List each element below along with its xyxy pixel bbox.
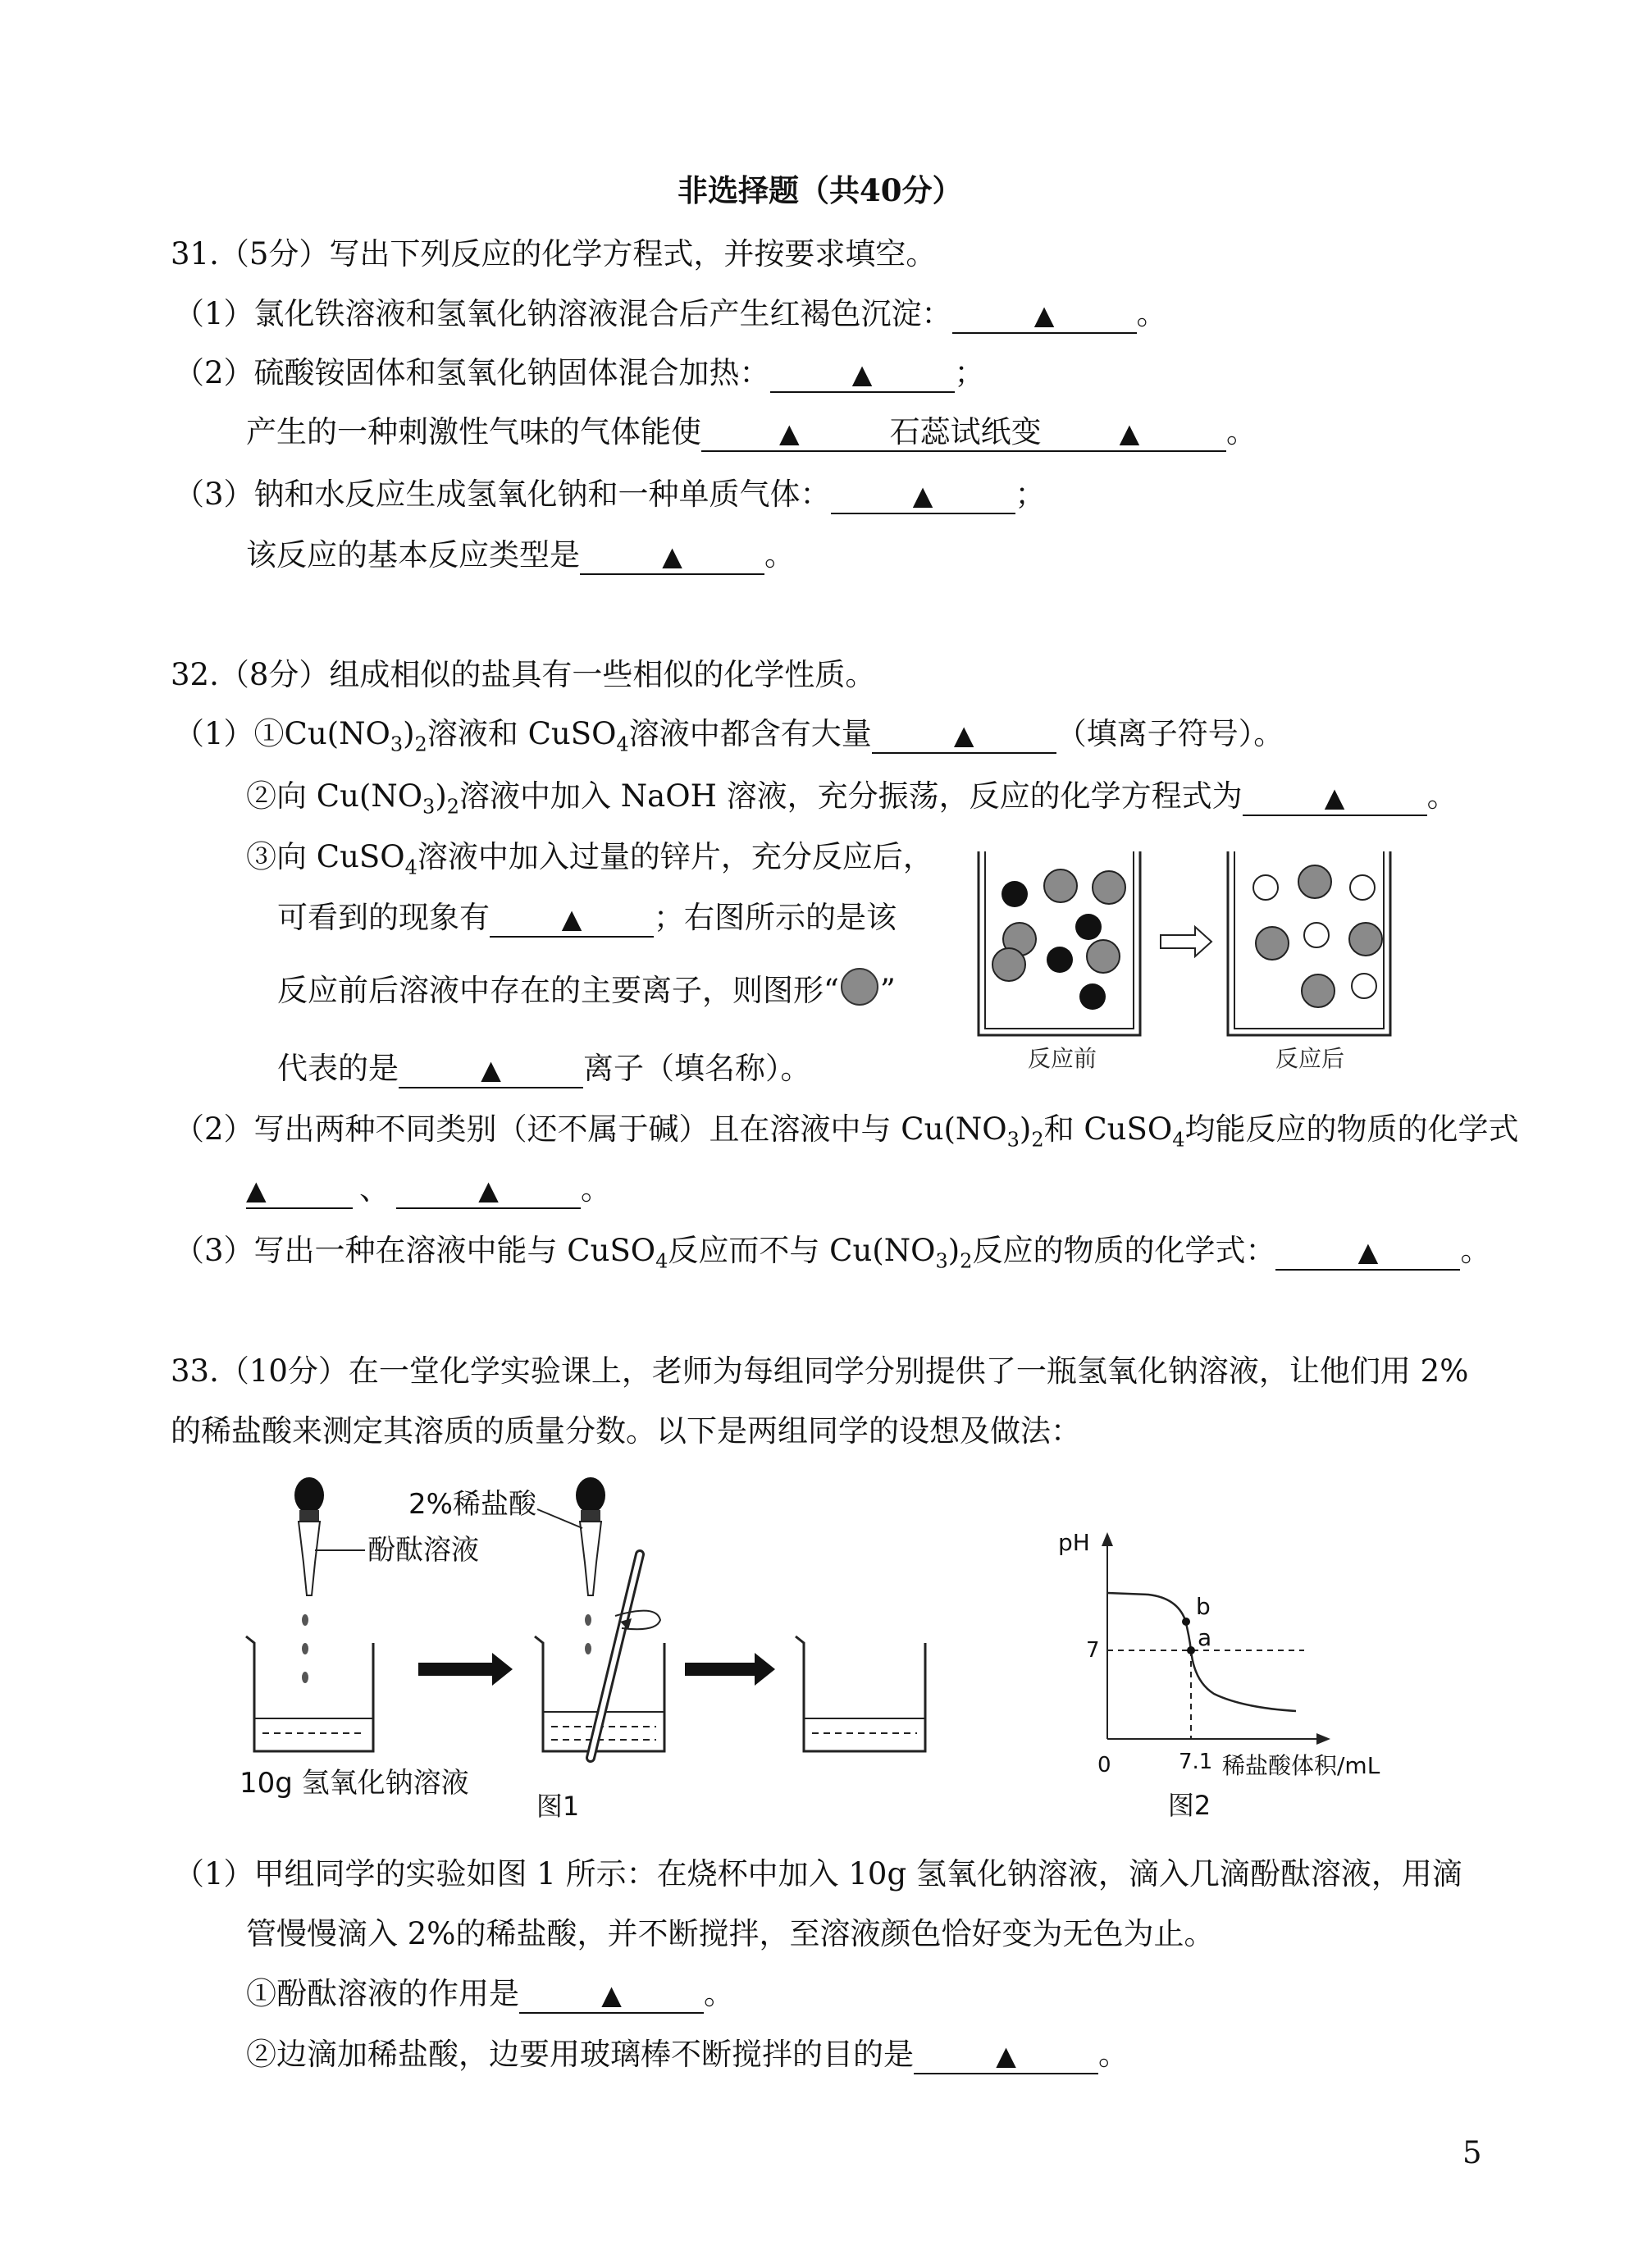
q32-text: ②向 Cu(NO xyxy=(246,778,423,814)
point-b-label: b xyxy=(1196,1593,1211,1620)
q31-part2-text: （2）硫酸铵固体和氢氧化钠固体混合加热： xyxy=(174,355,770,390)
q32-text: 可看到的现象有 xyxy=(277,900,490,935)
ion-gray xyxy=(1302,974,1335,1007)
q32-part1e xyxy=(277,968,896,1011)
q32-text: ) xyxy=(1019,1111,1032,1147)
q33-part1-line1: （1）甲组同学的实验如图 1 所示：在烧杯中加入 10g 氢氧化钠溶液，滴入几滴酚酞溶液，用滴 xyxy=(174,1856,1462,1892)
ion-gray xyxy=(1256,927,1289,960)
q32-text: ” xyxy=(879,973,896,1008)
answer-mark: ▲ xyxy=(1033,299,1055,331)
ion-reaction-figure xyxy=(972,845,1431,1075)
q32-stem: 32.（8分）组成相似的盐具有一些相似的化学性质。 xyxy=(171,657,876,692)
q32-text: 溶液中都含有大量 xyxy=(628,716,872,751)
section-title: 非选择题（共40分） xyxy=(678,172,963,208)
answer-blank[interactable] xyxy=(1275,1233,1460,1271)
subscript: 2 xyxy=(446,795,460,819)
subscript: 4 xyxy=(1172,1128,1185,1152)
q32-text: ③向 CuSO xyxy=(246,839,405,874)
answer-mark: ▲ xyxy=(662,541,682,572)
q33-part1-q1 xyxy=(246,1974,734,2015)
q32-part1f xyxy=(277,1048,811,1089)
point-b xyxy=(1182,1618,1190,1626)
q31-part2b-text: 产生的一种刺激性气味的气体能使 xyxy=(246,414,701,449)
punct: 。 xyxy=(1460,1233,1491,1268)
q33-stem-line1: 33.（10分）在一堂化学实验课上，老师为每组同学分别提供了一瓶氢氧化钠溶液，让他们用 2% xyxy=(171,1353,1469,1389)
answer-mark: ▲ xyxy=(912,480,933,511)
ion-gray xyxy=(992,948,1025,981)
label-after: 反应后 xyxy=(1275,1045,1345,1072)
subscript: 3 xyxy=(935,1249,948,1273)
answer-mark: ▲ xyxy=(1357,1236,1379,1267)
q32-part2b xyxy=(246,1169,611,1210)
q31-part3b-text: 该反应的基本反应类型是 xyxy=(246,537,580,573)
punct: 。 xyxy=(1426,778,1458,814)
q31-stem: 31.（5分）写出下列反应的化学方程式，并按要求填空。 xyxy=(171,236,937,272)
origin-label: 0 xyxy=(1097,1753,1111,1777)
q33-part1-line2: 管慢慢滴入 2%的稀盐酸，并不断搅拌，至溶液颜色恰好变为无色为止。 xyxy=(246,1916,1215,1951)
answer-mark: ▲ xyxy=(246,1175,267,1206)
ion-black xyxy=(1047,947,1073,973)
figure-2-ph-curve xyxy=(1050,1526,1411,1821)
answer-blank[interactable] xyxy=(580,537,764,575)
ion-white xyxy=(1350,875,1375,900)
answer-blank[interactable] xyxy=(872,716,1056,754)
answer-blank[interactable] xyxy=(396,1171,581,1209)
q32-part2 xyxy=(174,1109,1518,1150)
subscript: 2 xyxy=(960,1249,973,1273)
punct: 。 xyxy=(704,1976,734,2011)
q32-text: 代表的是 xyxy=(277,1051,399,1086)
q32-text: （填离子符号）。 xyxy=(1056,716,1284,751)
subscript: 2 xyxy=(414,732,427,756)
answer-blank[interactable] xyxy=(914,2037,1098,2074)
figure-2-caption: 图2 xyxy=(1167,1790,1211,1821)
answer-mark: ▲ xyxy=(561,903,582,934)
q32-text: （3）写出一种在溶液中能与 CuSO xyxy=(174,1233,656,1268)
q31-part2b-mid: 石蕊试纸变 xyxy=(889,414,1042,449)
answer-mark: ▲ xyxy=(851,358,873,390)
q32-text: 溶液中加入 NaOH 溶液，充分振荡，反应的化学方程式为 xyxy=(459,778,1243,814)
q32-part1a xyxy=(174,714,1284,755)
label-before: 反应前 xyxy=(1027,1045,1097,1072)
punct: 。 xyxy=(1226,414,1257,449)
ion-gray xyxy=(1298,865,1331,898)
punct: ； xyxy=(954,355,985,390)
figure-1-caption: 图1 xyxy=(536,1791,580,1822)
answer-blank[interactable] xyxy=(246,1171,353,1209)
q32-part1b xyxy=(246,776,1458,817)
answer-mark: ▲ xyxy=(953,719,974,751)
subscript: 3 xyxy=(1006,1128,1020,1152)
q33-text: ②边滴加稀盐酸，边要用玻璃棒不断搅拌的目的是 xyxy=(246,2037,914,2072)
q32-text: ) xyxy=(403,716,415,751)
x-axis-label: 稀盐酸体积/mL xyxy=(1222,1752,1380,1779)
point-a-label: a xyxy=(1198,1624,1212,1651)
answer-blank[interactable] xyxy=(519,1976,704,2014)
answer-mark: ▲ xyxy=(601,1979,622,2010)
q32-text: （2）写出两种不同类别（还不属于碱）且在溶液中与 Cu(NO xyxy=(174,1111,1007,1147)
ion-white xyxy=(1253,875,1278,900)
answer-blank[interactable] xyxy=(831,477,1015,514)
q31-part3-text: （3）钠和水反应生成氢氧化钠和一种单质气体： xyxy=(174,477,831,512)
q31-part3 xyxy=(174,474,1046,515)
q32-part1d xyxy=(277,897,897,938)
q32-text: 离子（填名称）。 xyxy=(583,1051,811,1086)
q32-text: ) xyxy=(435,778,447,814)
subscript: 2 xyxy=(1031,1128,1044,1152)
label-phenolphthalein: 酚酞溶液 xyxy=(367,1534,479,1567)
label-acid: 2%稀盐酸 xyxy=(408,1488,536,1521)
ion-white xyxy=(1304,923,1329,947)
answer-mark: ▲ xyxy=(779,418,800,449)
subscript: 4 xyxy=(404,856,417,879)
ion-black xyxy=(1079,983,1106,1010)
answer-blank[interactable] xyxy=(1243,778,1427,816)
punct: 。 xyxy=(764,537,795,573)
ion-black xyxy=(1075,914,1102,940)
figure-1-apparatus xyxy=(230,1472,935,1825)
y-tick-7: 7 xyxy=(1086,1638,1100,1663)
q32-text: 反应的物质的化学式： xyxy=(972,1233,1276,1268)
punct: 、 xyxy=(359,1171,390,1207)
q32-text: 和 CuSO xyxy=(1043,1111,1173,1147)
answer-blank[interactable] xyxy=(952,296,1137,334)
dropper-icon xyxy=(294,1477,324,1595)
ion-black xyxy=(1002,881,1028,907)
subscript: 4 xyxy=(655,1249,668,1273)
answer-mark: ▲ xyxy=(996,2040,1016,2071)
x-tick-7-1: 7.1 xyxy=(1179,1750,1213,1774)
answer-mark: ▲ xyxy=(481,1054,501,1085)
q32-text: ) xyxy=(947,1233,960,1268)
page-number: 5 xyxy=(1462,2135,1482,2170)
q32-text: ；右图所示的是该 xyxy=(654,900,897,935)
answer-blank[interactable] xyxy=(399,1051,583,1088)
q33-part1-q2 xyxy=(246,2034,1129,2075)
q31-part2b xyxy=(246,412,1257,453)
q32-text: 溶液和 CuSO xyxy=(427,716,617,751)
q32-text: 反应前后溶液中存在的主要离子，则图形“ xyxy=(277,973,839,1008)
answer-mark: ▲ xyxy=(478,1175,499,1206)
q33-stem-line2: 的稀盐酸来测定其溶质的质量分数。以下是两组同学的设想及做法： xyxy=(171,1413,1081,1449)
answer-blank[interactable] xyxy=(701,414,1226,452)
answer-blank[interactable] xyxy=(490,900,654,938)
punct: 。 xyxy=(1136,296,1167,331)
punct: 。 xyxy=(1098,2037,1129,2072)
q31-part1-text: （1）氯化铁溶液和氢氧化钠溶液混合后产生红褐色沉淀： xyxy=(174,296,952,331)
q32-text: 均能反应的物质的化学式 xyxy=(1184,1111,1519,1147)
punct: 。 xyxy=(581,1171,611,1207)
q32-text: 溶液中加入过量的锌片，充分反应后， xyxy=(417,839,933,874)
q31-part3b xyxy=(246,535,795,576)
arrow-icon xyxy=(685,1653,775,1686)
ion-gray xyxy=(1044,869,1077,902)
point-a xyxy=(1187,1646,1195,1654)
y-axis-label: pH xyxy=(1058,1529,1090,1556)
q32-text: 反应而不与 Cu(NO xyxy=(668,1233,936,1268)
subscript: 3 xyxy=(390,732,404,756)
subscript: 3 xyxy=(422,795,436,819)
q32-part1c xyxy=(246,837,933,878)
answer-mark: ▲ xyxy=(1119,418,1140,449)
q31-part2 xyxy=(174,353,985,394)
punct: ； xyxy=(1015,477,1046,512)
dropper-icon xyxy=(576,1477,605,1595)
ion-gray xyxy=(1087,940,1120,973)
subscript: 4 xyxy=(616,732,629,756)
gray-ion-symbol xyxy=(841,968,878,1006)
arrow-icon xyxy=(418,1653,513,1686)
q32-text: （1）①Cu(NO xyxy=(174,716,390,751)
ion-gray xyxy=(1349,923,1382,956)
q31-part1 xyxy=(174,294,1167,335)
label-naoh: 10g 氢氧化钠溶液 xyxy=(240,1767,469,1800)
answer-mark: ▲ xyxy=(1324,782,1345,813)
q32-part3 xyxy=(174,1230,1490,1271)
answer-blank[interactable] xyxy=(770,355,955,393)
ion-gray xyxy=(1093,871,1125,904)
arrow-icon xyxy=(1161,927,1211,956)
q33-text: ①酚酞溶液的作用是 xyxy=(246,1976,519,2011)
ion-white xyxy=(1352,974,1376,998)
